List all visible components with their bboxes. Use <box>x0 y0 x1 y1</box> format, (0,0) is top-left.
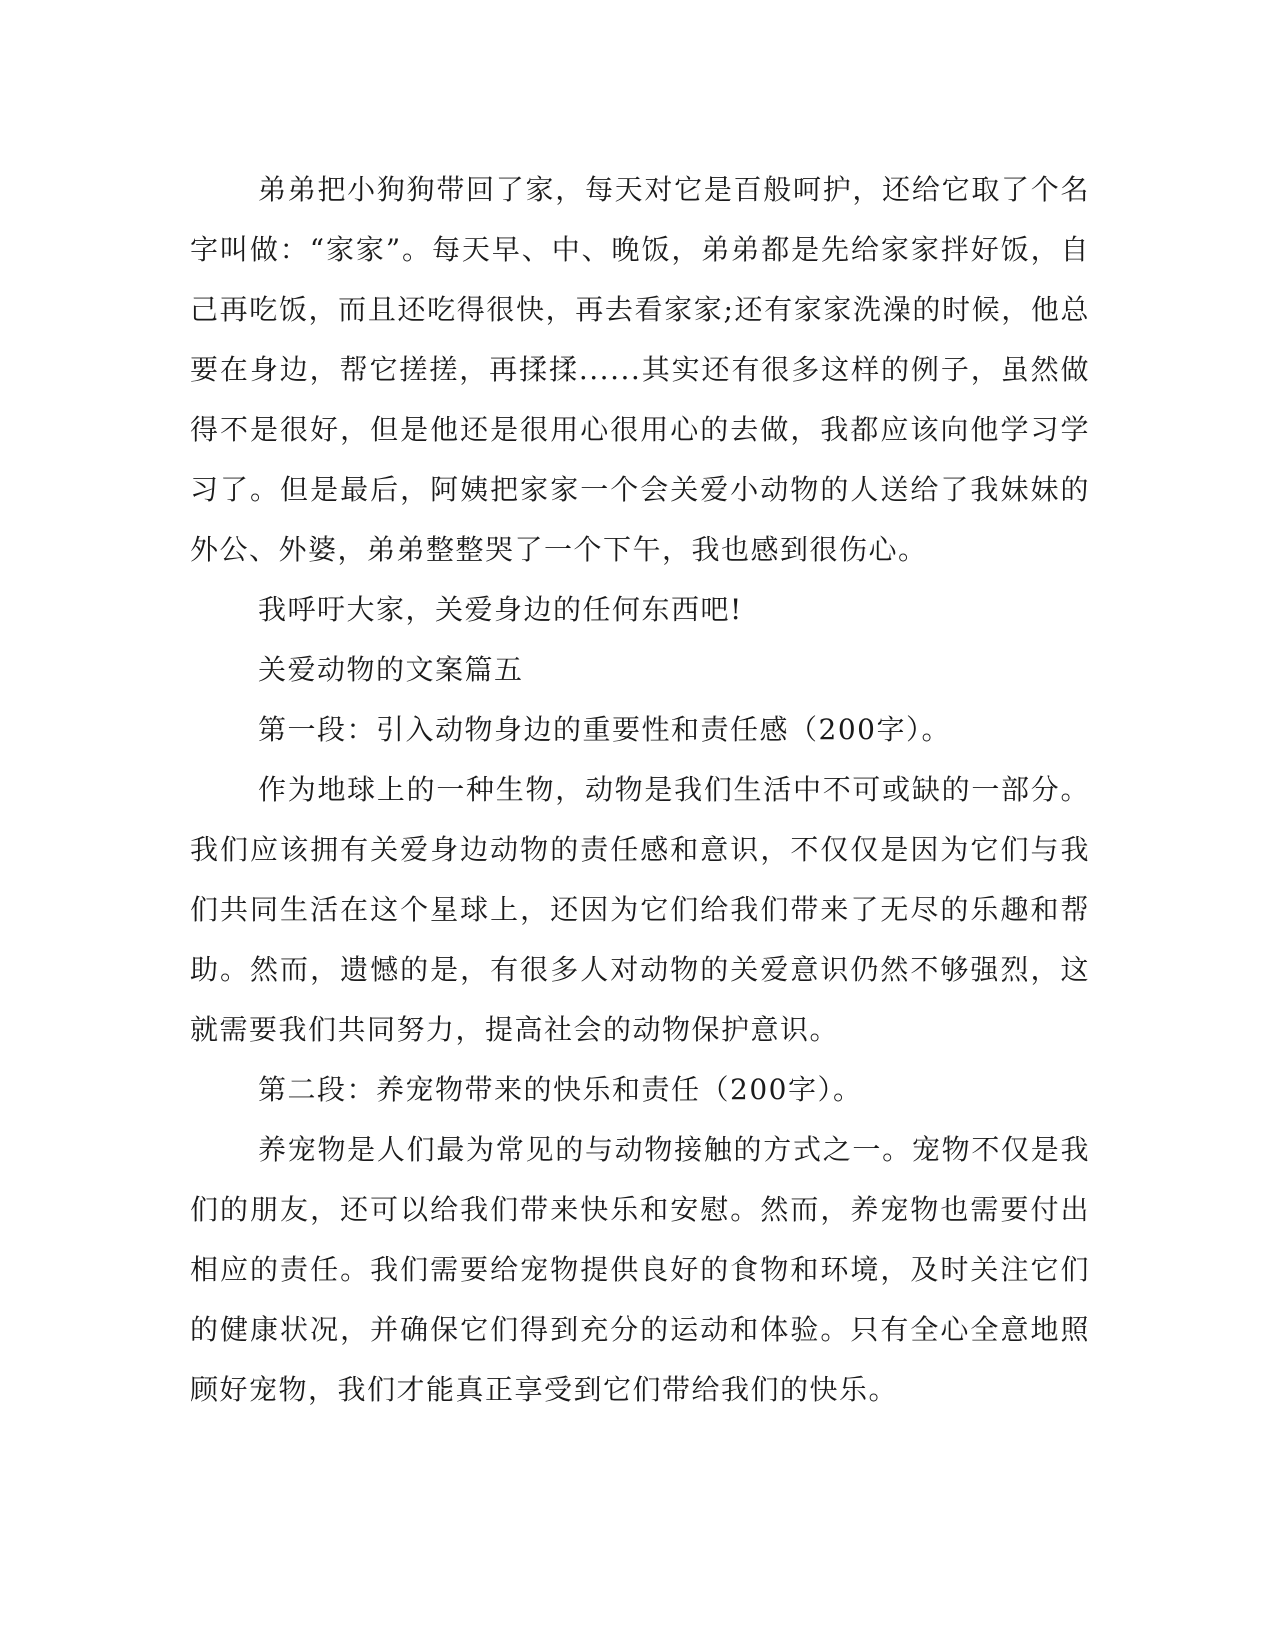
paragraph-part-two-body: 养宠物是人们最为常见的与动物接触的方式之一。宠物不仅是我们的朋友，还可以给我们带来快乐和安慰。然而，养宠物也需要付出相应的责任。我们需要给宠物提供良好的食物和环境，及时关注它们的健康状况，并确保它们得到充分的运动和体验。只有全心全意地照顾好宠物，我们才能真正享受到它们带给我们的快乐。 <box>190 1133 1090 1406</box>
document-body <box>190 160 1090 1420</box>
paragraph-brother-dog-story: 弟弟把小狗狗带回了家，每天对它是百般呵护，还给它取了个名字叫做：“家家”。每天早、中、晚饭，弟弟都是先给家家拌好饭，自己再吃饭，而且还吃得很快，再去看家家;还有家家洗澡的时候，他总要在身边，帮它搓搓，再揉揉......其实还有很多这样的例子，虽然做得不是很好，但是他还是很用心很用心的去做，我都应该向他学习学习了。但是最后，阿姨把家家一个会关爱小动物的人送给了我妹妹的外公、外婆，弟弟整整哭了一个下午，我也感到很伤心。 <box>190 173 1090 566</box>
paragraph-part-one-body: 作为地球上的一种生物，动物是我们生活中不可或缺的一部分。我们应该拥有关爱身边动物的责任感和意识，不仅仅是因为它们与我们共同生活在这个星球上，还因为它们给我们带来了无尽的乐趣和帮助。然而，遗憾的是，有很多人对动物的关爱意识仍然不够强烈，这就需要我们共同努力，提高社会的动物保护意识。 <box>190 773 1090 1046</box>
paragraph-call-to-care: 我呼吁大家，关爱身边的任何东西吧! <box>258 593 743 626</box>
paragraph-part-one-heading: 第一段：引入动物身边的重要性和责任感（200字）。 <box>258 713 951 746</box>
section-heading: 关爱动物的文案篇五 <box>258 653 524 686</box>
paragraph-part-two-heading: 第二段：养宠物带来的快乐和责任（200字）。 <box>258 1073 863 1106</box>
